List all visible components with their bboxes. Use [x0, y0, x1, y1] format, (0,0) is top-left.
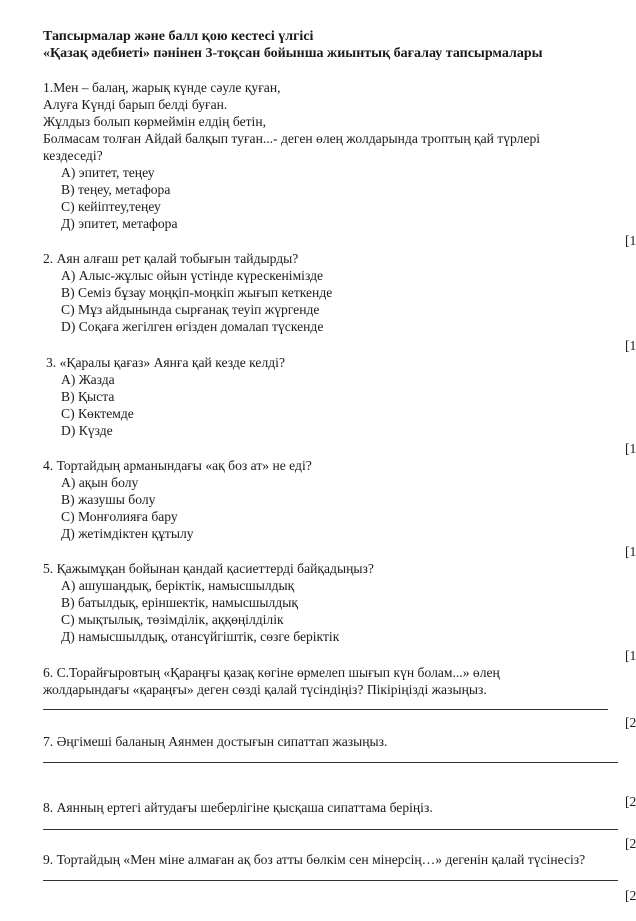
q5-text: 5. Қажымұқан бойынан қандай қасиеттерді байқадыңыз? [43, 561, 374, 576]
q2-text: 2. Аян алғаш рет қалай тобығын тайдырды? [43, 251, 299, 266]
q2-option-b: В) Семіз бұзау моңқіп-моңкіп жығып кеткенде [61, 285, 333, 300]
q3-option-a: А) Жазда [61, 372, 115, 387]
q4-score: [1 [625, 544, 636, 559]
q1-option-c: С) кейіптеу,теңеу [61, 199, 161, 214]
doc-subtitle: «Қазақ әдебиеті» пәнінен 3-тоқсан бойынша жиынтық бағалау тапсырмалары [43, 46, 543, 61]
q7-answer-line[interactable] [43, 762, 618, 763]
q1-option-b: В) теңеу, метафора [61, 182, 171, 197]
q8-answer-line[interactable] [43, 829, 618, 830]
q4-option-b: В) жазушы болу [61, 492, 156, 507]
q3-score: [1 [625, 441, 636, 456]
q9-text: 9. Тортайдың «Мен міне алмаған ақ боз атты бөлкім сен мінерсің…» дегенін қалай түсінесіз? [43, 852, 586, 867]
q2-option-d: D) Соқаға жегілген өгізден домалап түскенде [61, 319, 324, 334]
q1-line-1: 1.Мен – балаң, жарық күнде сәуле қуған, [43, 80, 281, 95]
q5-option-c: С) мықтылық, төзімділік, аққөңілділік [61, 612, 284, 627]
q3-option-b: В) Қыста [61, 389, 115, 404]
q1-score: [1 [625, 233, 636, 248]
q4-text: 4. Тортайдың арманындағы «ақ боз ат» не еді? [43, 458, 312, 473]
q3-option-c: С) Көктемде [61, 406, 134, 421]
q6-line-1: 6. С.Торайғыровтың «Қараңғы қазақ көгіне өрмелеп шығып күн болам...» өлең [43, 665, 500, 680]
q1-line-3: Жұлдыз болып көрмеймін елдің бетін, [43, 114, 267, 129]
q4-option-d: Д) жетімдіктен құтылу [61, 526, 194, 541]
q5-option-d: Д) намысшылдық, отансүйгіштік, сөзге беріктік [61, 629, 340, 644]
q1-option-a: А) эпитет, теңеу [61, 165, 155, 180]
q1-line-2: Алуға Күнді барып белді буған. [43, 97, 228, 112]
q9-score: [2 [625, 888, 636, 903]
q2-option-a: А) Алыс-жұлыс ойын үстінде күрескенімізде [61, 268, 324, 283]
q6-answer-line[interactable] [43, 709, 608, 710]
q2-score: [1 [625, 338, 636, 353]
q3-text: 3. «Қаралы қағаз» Аянға қай кезде келді? [46, 355, 285, 370]
q5-option-a: А) ашушаңдық, беріктік, намысшылдық [61, 578, 295, 593]
q8-text: 8. Аянның ертегі айтудағы шеберлігіне қысқаша сипаттама беріңіз. [43, 800, 433, 815]
q6-line-2: жолдарындағы «қараңғы» деген сөзді қалай түсіндіңіз? Пікіріңізді жазыңыз. [43, 682, 487, 697]
doc-title: Тапсырмалар және балл қою кестесі үлгісі [43, 29, 314, 44]
q4-option-c: С) Монғолияға бару [61, 509, 178, 524]
q2-option-c: С) Мұз айдынында сырғанақ теуіп жүргенде [61, 302, 320, 317]
q1-line-5: кездеседі? [43, 148, 103, 163]
q5-option-b: В) батылдық, еріншектік, намысшылдық [61, 595, 298, 610]
q5-score: [1 [625, 648, 636, 663]
q4-option-a: А) ақын болу [61, 475, 139, 490]
q7-score: [2 [625, 794, 636, 809]
q3-option-d: D) Күзде [61, 423, 113, 438]
q7-text: 7. Әңгімеші баланың Аянмен достығын сипаттап жазыңыз. [43, 734, 388, 749]
q6-score: [2 [625, 715, 636, 730]
q9-answer-line[interactable] [43, 880, 618, 881]
q8-score: [2 [625, 836, 636, 851]
q1-line-4: Болмасам толған Айдай балқып туған...- деген өлең жолдарында троптың қай түрлері [43, 131, 541, 146]
q1-option-d: Д) эпитет, метафора [61, 216, 178, 231]
